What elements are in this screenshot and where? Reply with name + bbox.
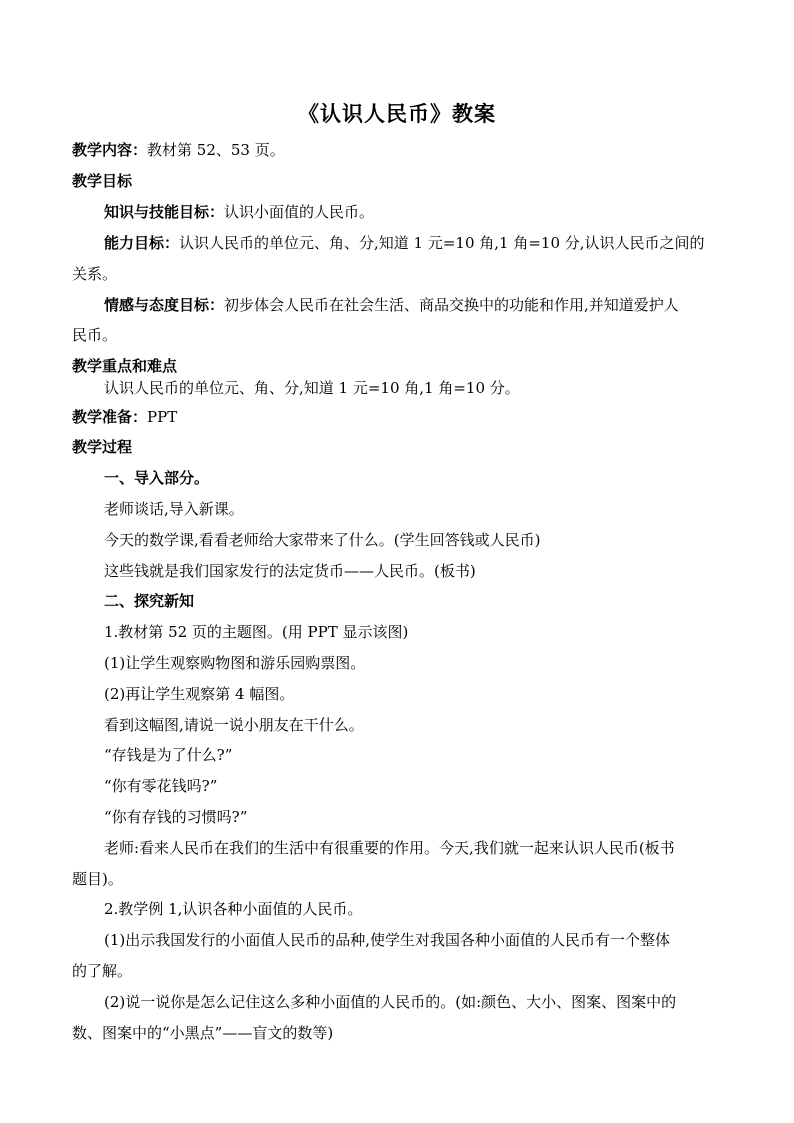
part2-line: “存钱是为了什么?” [104,746,233,764]
part2-line: “你有存钱的习惯吗?” [104,808,248,826]
part2-line: (2)再让学生观察第 4 幅图。 [104,685,295,703]
emotion-objective [104,295,679,315]
emotion-objective-label: 情感与态度目标： [104,296,225,314]
part2-line: 1.教材第 52 页的主题图。(用 PPT 显示该图) [104,623,409,641]
knowledge-objective-label: 知识与技能目标： [104,203,225,221]
teaching-prep-label: 教学准备： [72,408,148,426]
part1-line: 今天的数学课,看看老师给大家带来了什么。(学生回答钱或人民币) [104,531,541,549]
objectives-heading: 教学目标 [72,172,133,190]
teaching-prep [72,407,177,427]
part2-line: (1)出示我国发行的小面值人民币的品种,使学生对我国各种小面值的人民币有一个整体 [104,931,671,949]
part2-line: 看到这幅图,请说一说小朋友在干什么。 [104,716,364,734]
teaching-prep-text: PPT [147,408,178,426]
knowledge-objective [104,202,374,222]
part2-line: (1)让学生观察购物图和游乐园购票图。 [104,654,366,672]
teaching-content-label: 教学内容： [72,141,148,159]
part1-heading: 一、导入部分。 [104,469,210,487]
part1-line: 这些钱就是我们国家发行的法定货币——人民币。(板书) [104,562,476,580]
keypoints-heading: 教学重点和难点 [72,357,178,375]
teaching-content-text: 教材第 52、53 页。 [147,141,285,159]
part2-line: 2.教学例 1,认识各种小面值的人民币。 [104,900,363,918]
teaching-content [72,140,285,160]
ability-objective-label: 能力目标： [104,234,180,252]
emotion-objective-cont: 民币。 [72,326,118,344]
part1-line: 老师谈话,导入新课。 [104,500,244,518]
part2-line: 的了解。 [72,962,133,980]
ability-objective-text: 认识人民币的单位元、角、分,知道 1 元=10 角,1 角=10 分,认识人民币之间的 [179,234,705,252]
part2-heading: 二、探究新知 [104,592,195,610]
emotion-objective-text: 初步体会人民币在社会生活、商品交换中的功能和作用,并知道爱护人 [224,296,679,314]
knowledge-objective-text: 认识小面值的人民币。 [224,203,375,221]
process-heading: 教学过程 [72,438,133,456]
part2-line: 老师:看来人民币在我们的生活中有很重要的作用。今天,我们就一起来认识人民币(板书 [104,839,675,857]
part2-line: 数、图案中的“小黑点”——盲文的数等) [72,1024,334,1042]
part2-line: “你有零花钱吗?” [104,777,218,795]
document-title: 《认识人民币》教案 [298,101,496,126]
part2-line: 题目)。 [72,870,123,888]
keypoints-text: 认识人民币的单位元、角、分,知道 1 元=10 角,1 角=10 分。 [104,379,520,397]
part2-line: (2)说一说你是怎么记住这么多种小面值的人民币的。(如:颜色、大小、图案、图案中的 [104,993,677,1011]
ability-objective [104,233,705,253]
ability-objective-cont: 关系。 [72,265,118,283]
